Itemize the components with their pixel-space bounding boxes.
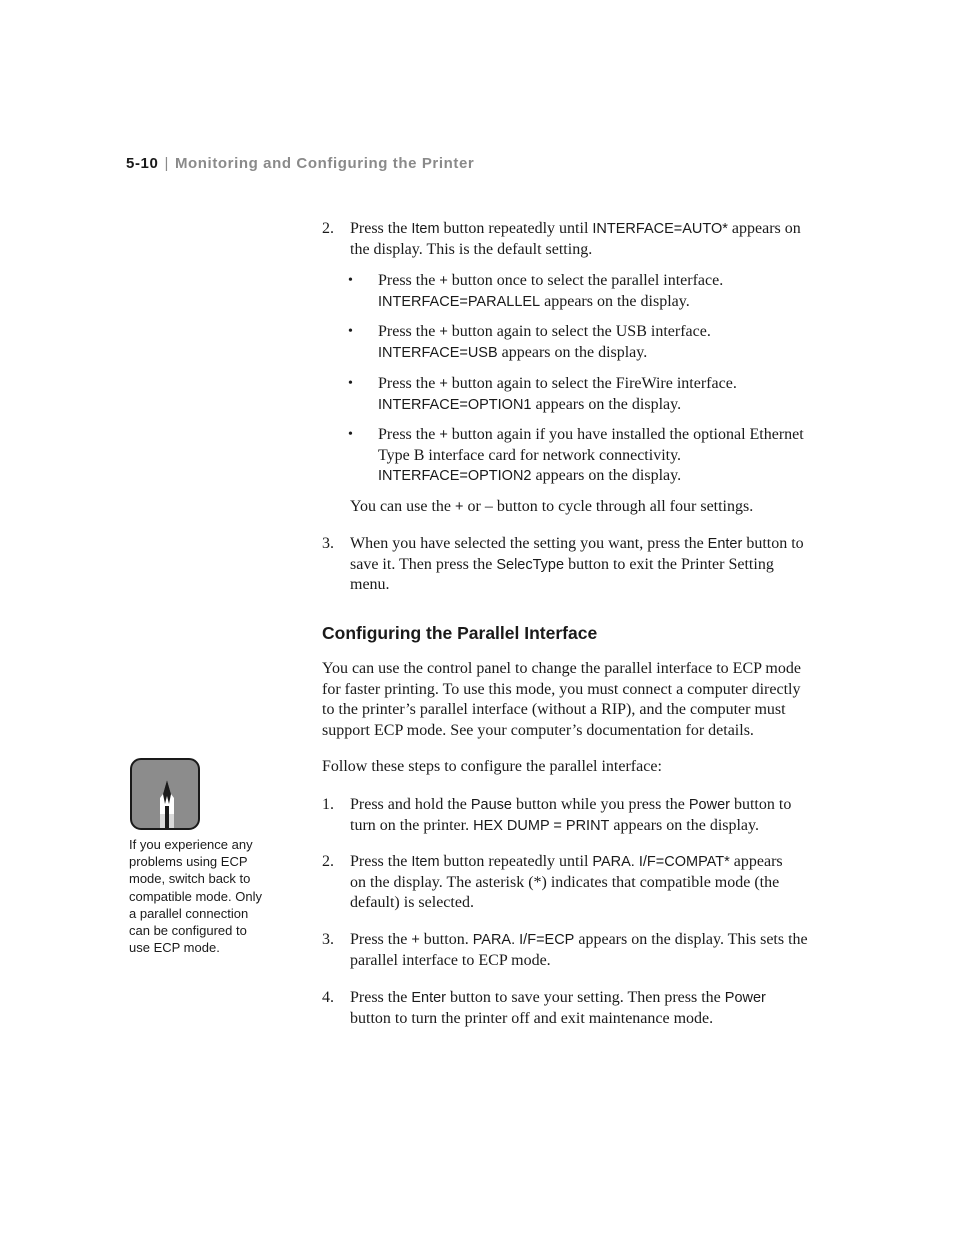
plus-button-label: + <box>439 376 448 392</box>
text-run: Press the <box>350 220 412 237</box>
text-run: button to exit the Printer Setting <box>564 555 774 573</box>
bullet-symbol: • <box>348 324 353 339</box>
step-number: 2. <box>322 220 334 237</box>
text-run: button while you press the <box>512 796 689 813</box>
step-text <box>350 930 830 971</box>
selectype-button-label: SelecType <box>496 556 565 573</box>
text-run: Press the <box>350 989 412 1006</box>
text-run: appears on the display. <box>497 343 648 361</box>
text-run: button to save your setting. Then press the <box>446 989 725 1006</box>
section-heading: Configuring the Parallel Interface <box>322 623 598 643</box>
text-run: button again if you have installed the optional Ethernet <box>447 426 804 443</box>
text-run: button once to select the parallel interface. <box>447 272 724 289</box>
text-line: for faster printing. To use this mode, you must connect a computer directly <box>322 680 801 698</box>
text-run: Press the <box>378 375 440 392</box>
note-line: If you experience any <box>129 837 253 852</box>
display-message: PARA. I/F=ECP <box>472 932 575 948</box>
bullet-text <box>378 271 838 312</box>
text-line: support ECP mode. See your computer’s documentation for details. <box>322 721 754 739</box>
text-run: appears on <box>727 220 801 237</box>
text-run: Type B interface card for network connectivity. <box>378 446 682 464</box>
text-run: the display. This is the default setting. <box>350 240 593 258</box>
text-run: appears on the display. <box>540 292 690 310</box>
text-run: button. <box>419 931 473 948</box>
step-text <box>350 795 830 836</box>
note-line: problems using ECP <box>129 854 248 870</box>
bullet-text <box>378 425 838 487</box>
display-message: INTERFACE=OPTION1 <box>378 396 532 413</box>
section-title: Monitoring and Configuring the Printer <box>174 155 475 172</box>
running-header <box>126 155 474 172</box>
page-number: 5-10 <box>126 155 159 172</box>
text-run: appears on the display. <box>531 467 682 484</box>
bullet-text <box>378 374 838 415</box>
plus-button-label: + <box>439 273 448 289</box>
display-message: INTERFACE=AUTO* <box>592 221 728 237</box>
bullet-symbol: • <box>348 273 353 288</box>
pause-button-label: Pause <box>470 797 512 813</box>
bullet-symbol: • <box>348 376 353 391</box>
step-text <box>350 219 830 260</box>
step-number: 3. <box>322 535 334 552</box>
text-run: appears on the display. This sets the <box>574 931 808 948</box>
text-run: save it. Then press the <box>350 555 497 573</box>
power-button-label: Power <box>724 990 766 1006</box>
power-button-label: Power <box>688 797 730 813</box>
plus-button-label: + <box>439 324 448 340</box>
note-line: use ECP mode. <box>129 940 220 956</box>
enter-button-label: Enter <box>411 990 446 1006</box>
step-number: 1. <box>322 796 334 813</box>
text-run: Press the <box>378 323 440 340</box>
note-line: mode, switch back to <box>129 871 251 887</box>
text-run: button repeatedly until <box>439 220 593 237</box>
step-number: 4. <box>322 989 334 1006</box>
text-run: button again to select the FireWire interface. <box>447 375 737 392</box>
text-run: Press and hold the <box>350 796 471 813</box>
text-run: When you have selected the setting you want, press the <box>350 535 708 552</box>
enter-button-label: Enter <box>707 536 743 552</box>
bullet-text <box>378 322 838 363</box>
plus-button-label: + <box>439 427 448 443</box>
text-run: appears on the display. <box>609 816 759 834</box>
text-run: button repeatedly until <box>439 853 593 870</box>
text-run: button to turn the printer off and exit maintenance mode. <box>350 1009 714 1027</box>
note-line: compatible mode. Only <box>129 888 262 904</box>
item-button-label: Item <box>411 854 440 870</box>
pencil-note-icon <box>130 758 200 830</box>
text-run: appears on the display. <box>531 395 682 413</box>
plus-button-label: + <box>411 932 420 948</box>
text-run: or – button to cycle through all four settings. <box>463 498 754 515</box>
follow-paragraph: Follow these steps to configure the parallel interface: <box>322 758 662 775</box>
bullet-symbol: • <box>348 427 353 442</box>
text-run: turn on the printer. <box>350 816 474 834</box>
text-run: Press the <box>378 426 440 443</box>
text-line: You can use the control panel to change the parallel interface to ECP mode <box>322 660 801 677</box>
display-message: HEX DUMP = PRINT <box>473 817 610 834</box>
text-run: button to <box>729 796 792 813</box>
text-run: default) is selected. <box>350 894 474 911</box>
step-text <box>350 852 830 914</box>
text-run: Press the <box>350 853 412 870</box>
intro-paragraph <box>322 659 832 741</box>
text-run: button again to select the USB interface. <box>447 323 711 340</box>
cycle-note <box>350 497 830 518</box>
display-message: PARA. I/F=COMPAT* <box>592 854 730 870</box>
step-number: 3. <box>322 931 334 948</box>
text-run: button to <box>742 535 804 552</box>
text-run: menu. <box>350 576 390 593</box>
step-text <box>350 988 830 1029</box>
margin-note <box>129 836 281 956</box>
text-run: appears <box>729 853 783 870</box>
plus-button-label: + <box>455 499 464 515</box>
text-run: You can use the <box>350 498 456 515</box>
note-line: a parallel connection <box>129 905 249 921</box>
text-run: parallel interface to ECP mode. <box>350 951 551 969</box>
text-line: to the printer’s parallel interface (without a RIP), and the computer must <box>322 701 786 718</box>
display-message: INTERFACE=USB <box>378 344 498 361</box>
header-separator: | <box>164 155 169 172</box>
display-message: INTERFACE=OPTION2 <box>378 468 532 484</box>
item-button-label: Item <box>411 221 440 237</box>
step-text <box>350 534 830 596</box>
text-run: Press the <box>378 272 440 289</box>
note-line: can be configured to <box>129 923 247 939</box>
step-number: 2. <box>322 853 334 870</box>
text-run: on the display. The asterisk (*) indicates that compatible mode (the <box>350 873 780 891</box>
display-message: INTERFACE=PARALLEL <box>378 293 541 310</box>
text-run: Press the <box>350 931 412 948</box>
